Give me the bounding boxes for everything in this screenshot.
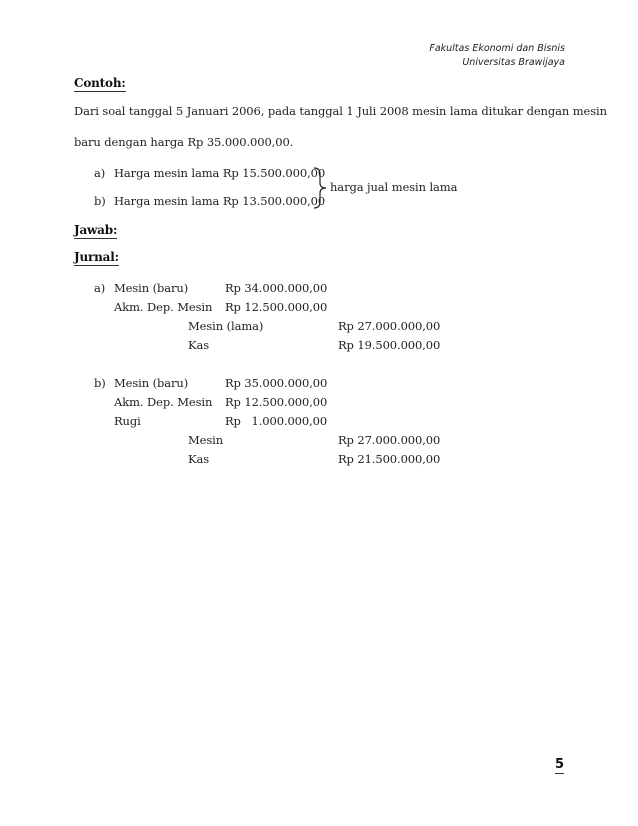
- jawab-heading: Jawab:: [74, 223, 118, 237]
- journal-a-account: Kas: [188, 338, 210, 352]
- journal-a-account: Mesin (baru): [114, 281, 189, 295]
- journal-b-debit: Rp 1.000.000,00: [225, 414, 328, 428]
- journal-b-credit: Rp 27.000.000,00: [338, 433, 441, 447]
- journal-b-account: Mesin (baru): [114, 376, 189, 390]
- right-curly-brace: [311, 166, 329, 210]
- journal-b-debit: Rp 35.000.000,00: [225, 376, 328, 390]
- journal-b-account: Mesin: [188, 433, 224, 447]
- journal-b-debit: Rp 12.500.000,00: [225, 395, 328, 409]
- journal-a-marker: a): [94, 281, 106, 295]
- journal-a-account: Akm. Dep. Mesin: [114, 300, 213, 314]
- header-university: Universitas Brawijaya: [462, 57, 565, 68]
- problem-text-line-1: Dari soal tanggal 5 Januari 2006, pada tanggal 1 Juli 2008 mesin lama ditukar dengan mesin: [74, 104, 607, 118]
- contoh-heading: Contoh:: [74, 76, 126, 90]
- brace-label: harga jual mesin lama: [330, 180, 458, 194]
- option-a-marker: a): [94, 166, 106, 180]
- journal-a-account: Mesin (lama): [188, 319, 264, 333]
- journal-b-credit: Rp 21.500.000,00: [338, 452, 441, 466]
- journal-a-debit: Rp 12.500.000,00: [225, 300, 328, 314]
- header-faculty: Fakultas Ekonomi dan Bisnis: [429, 43, 565, 54]
- option-a-text: Harga mesin lama Rp 15.500.000,00: [114, 166, 326, 180]
- jurnal-heading: Jurnal:: [74, 250, 119, 264]
- journal-a-credit: Rp 27.000.000,00: [338, 319, 441, 333]
- problem-text-line-2: baru dengan harga Rp 35.000.000,00.: [74, 135, 294, 149]
- option-b-marker: b): [94, 194, 106, 208]
- running-header: [429, 42, 565, 70]
- journal-b-account: Kas: [188, 452, 210, 466]
- journal-b-account: Rugi: [114, 414, 141, 428]
- journal-b-account: Akm. Dep. Mesin: [114, 395, 213, 409]
- journal-b-marker: b): [94, 376, 106, 390]
- page-number: 5: [555, 757, 565, 772]
- journal-a-credit: Rp 19.500.000,00: [338, 338, 441, 352]
- option-b-text: Harga mesin lama Rp 13.500.000,00: [114, 194, 326, 208]
- journal-a-debit: Rp 34.000.000,00: [225, 281, 328, 295]
